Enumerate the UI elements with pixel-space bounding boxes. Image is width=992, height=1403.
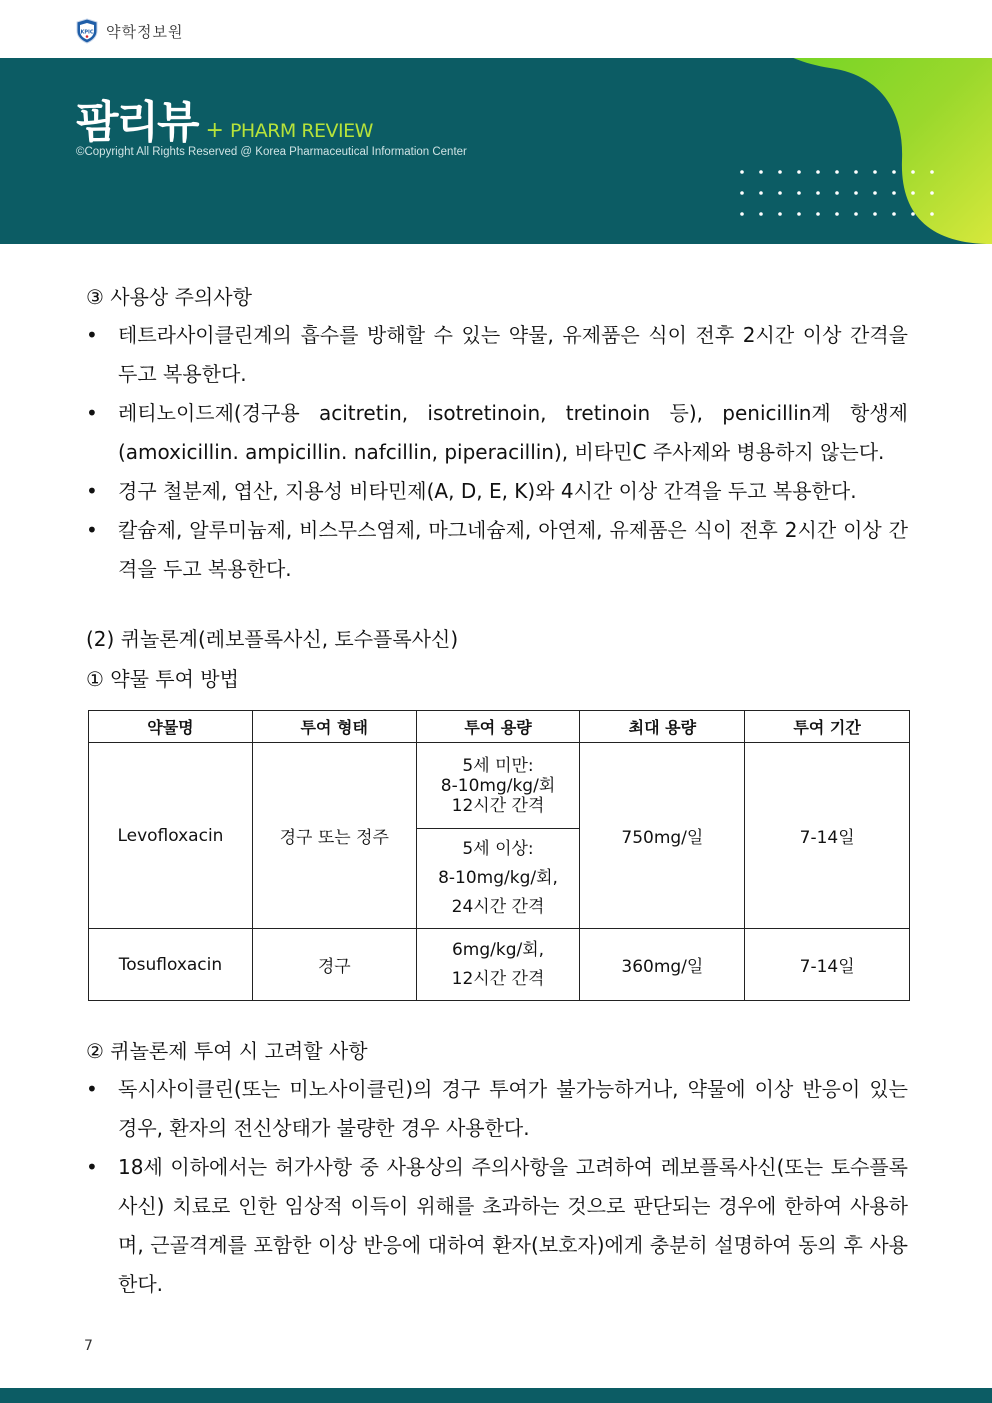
dosing-table [88, 710, 910, 1001]
dose-line: 12시간 간격 [451, 968, 545, 989]
table-header: 투여 기간 [745, 711, 910, 743]
duration-cell: 7-14일 [745, 743, 910, 929]
dose-line: 24시간 간격 [451, 897, 545, 917]
dose-cell [416, 829, 580, 929]
top-bar [0, 0, 992, 58]
max-dose-cell: 750mg/일 [580, 743, 745, 929]
precaution-item: • 테트라사이클린계의 흡수를 방해할 수 있는 약물, 유제품은 식이 전후 2시간 이상 간격을 두고 복용한다. [86, 316, 908, 394]
logo-text: KPIC [80, 29, 94, 36]
consideration-item: • 독시사이클린(또는 미노사이클린)의 경구 투여가 불가능하거나, 약물에 이상 반응이 있는 경우, 환자의 전신상태가 불량한 경우 사용한다. [86, 1070, 908, 1148]
duration-cell: 7-14일 [745, 929, 910, 1001]
table-row [89, 929, 910, 1001]
dose-line: 8-10mg/kg/회, [438, 868, 558, 888]
table-header: 투여 형태 [252, 711, 416, 743]
table-header: 약물명 [89, 711, 253, 743]
section-quinolone [86, 624, 908, 698]
section-precautions [86, 282, 908, 589]
dot-pattern [740, 168, 940, 218]
drug-name-cell: Levofloxacin [89, 743, 253, 929]
dose-cell [416, 929, 580, 1001]
table-header: 최대 용량 [580, 711, 745, 743]
max-dose-cell: 360mg/일 [580, 929, 745, 1001]
brand-title: 팜리뷰 [76, 97, 198, 148]
route-cell: 경구 [252, 929, 416, 1001]
precautions-heading: ③ 사용상 주의사항 [86, 285, 252, 309]
brand-plus: + [205, 118, 224, 143]
considerations-heading: ② 퀴놀론제 투여 시 고려할 사항 [86, 1039, 368, 1063]
quinolone-heading: (2) 퀴놀론계(레보플록사신, 토수플록사신) [86, 627, 459, 651]
page-number: 7 [84, 1338, 93, 1354]
dose-line: 12시간 간격 [451, 795, 545, 816]
dose-line: 5세 미만: [462, 755, 534, 776]
dose-line: 5세 이상: [462, 839, 534, 859]
brand-subtitle: PHARM REVIEW [229, 120, 373, 142]
table-header-row [89, 711, 910, 743]
org-name: 약학정보원 [106, 22, 184, 41]
org-logo [76, 18, 183, 44]
precaution-item: • 경구 철분제, 엽산, 지용성 비타민제(A, D, E, K)와 4시간 이상 간격을 두고 복용한다. [86, 472, 908, 511]
header-banner [0, 58, 992, 244]
dose-cell [416, 743, 580, 829]
dose-line: 8-10mg/kg/회 [440, 775, 556, 796]
brand [76, 86, 373, 150]
drug-name-cell: Tosufloxacin [89, 929, 253, 1001]
footer-bar [0, 1388, 992, 1403]
section-considerations [86, 1036, 908, 1304]
dose-line: 6mg/kg/회, [451, 939, 545, 960]
consideration-item: • 18세 이하에서는 허가사항 중 사용상의 주의사항을 고려하여 레보플록사신(또는 토수플록사신) 치료로 인한 임상적 이득이 위해를 초과하는 것으로 판단되는 경우에 한하여 사용하며, 근골격계를 포함한 이상 반응에 대하여 환자(보호자)에게 충분히 설명하여 동의 후 사용한다. [86, 1148, 908, 1304]
precaution-item: • 칼슘제, 알루미늄제, 비스무스염제, 마그네슘제, 아연제, 유제품은 식이 전후 2시간 이상 간격을 두고 복용한다. [86, 511, 908, 589]
table-row [89, 743, 910, 829]
table-header: 투여 용량 [416, 711, 580, 743]
route-cell: 경구 또는 정주 [252, 743, 416, 929]
precaution-item: • 레티노이드제(경구용 acitretin, isotretinoin, tretinoin 등), penicillin계 항생제 (amoxicillin. ampicillin. nafcillin, piperacillin), 비타민C 주사제와 병용하지 않는다. [86, 394, 908, 472]
shield-icon [76, 18, 98, 44]
dosing-subheading: ① 약물 투여 방법 [86, 667, 239, 691]
copyright-text: ©Copyright All Rights Reserved @ Korea Pharmaceutical Information Center [76, 146, 467, 158]
